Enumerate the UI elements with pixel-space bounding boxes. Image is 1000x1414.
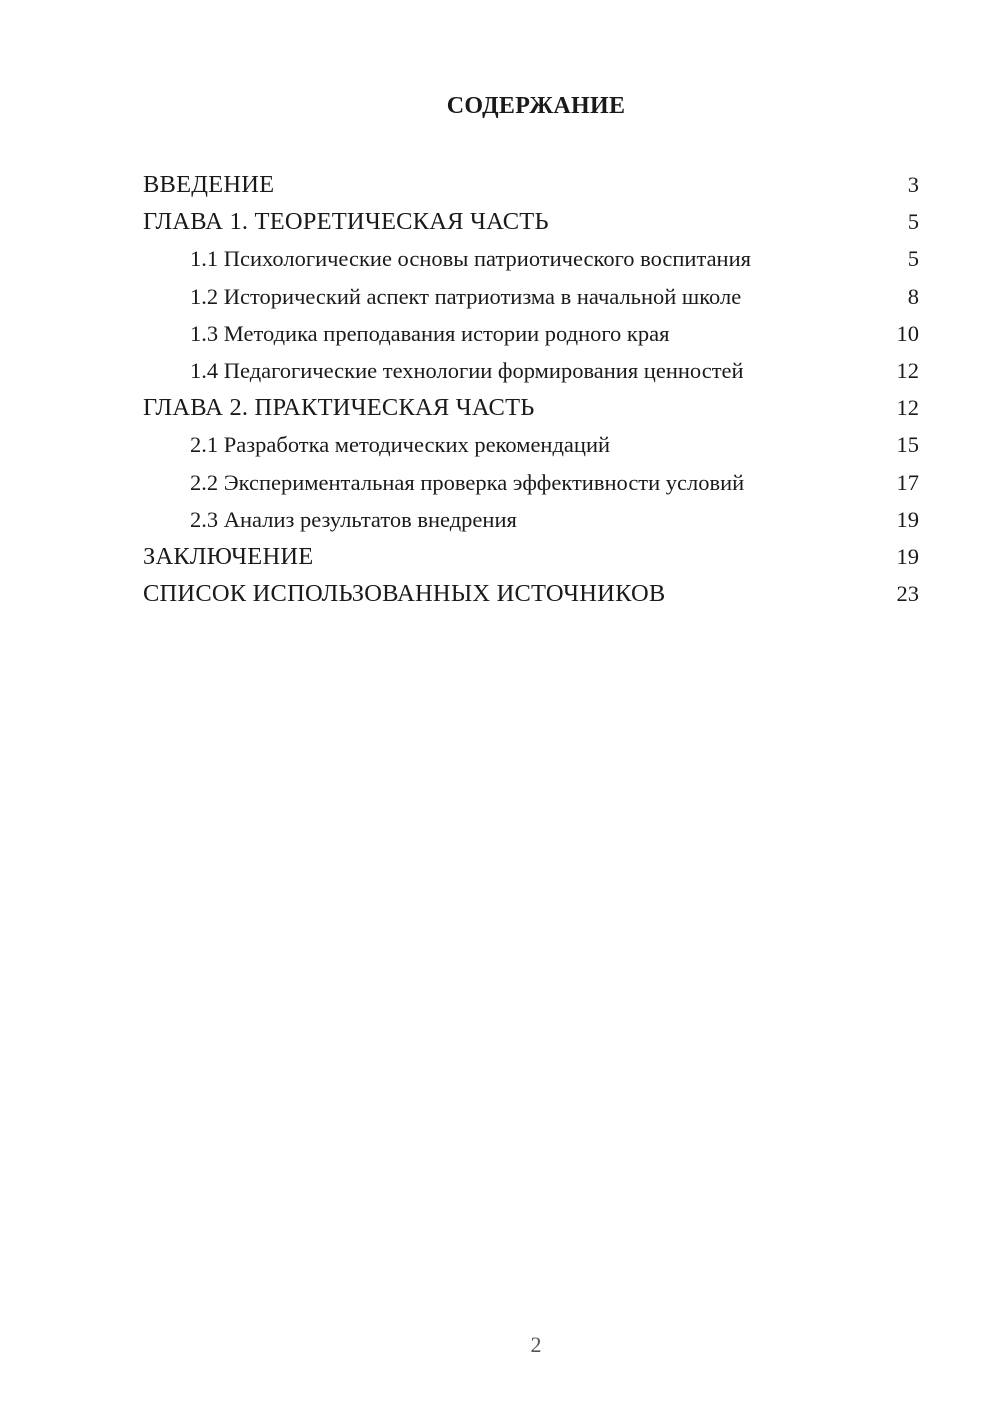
toc-entry-label: ГЛАВА 1. ТЕОРЕТИЧЕСКАЯ ЧАСТЬ [143,208,549,236]
toc-entry-chapter-2[interactable] [143,389,919,426]
toc-entry-label: 2.3 Анализ результатов внедрения [190,506,517,532]
toc-entry-chapter-1[interactable] [143,203,919,240]
toc-entry-label: СПИСОК ИСПОЛЬЗОВАННЫХ ИСТОЧНИКОВ [143,580,666,608]
toc-entry-section-2-3[interactable] [143,501,919,538]
toc-entry-page: 23 [896,581,919,607]
toc-entry-page: 19 [896,506,919,532]
toc-entry-section-1-3[interactable] [143,315,919,352]
toc-entry-label: 1.3 Методика преподавания истории родного края [190,320,670,346]
toc-entry-page: 5 [907,246,919,272]
page-number: 2 [530,1332,542,1357]
toc-entry-label: 1.1 Психологические основы патриотического воспитания [190,246,751,272]
toc-entry-page: 5 [907,209,919,235]
toc-entry-conclusion[interactable] [143,538,919,575]
toc-entry-label: ВВЕДЕНИЕ [143,171,275,198]
toc-entry-section-2-1[interactable] [143,426,919,463]
toc-entry-section-1-4[interactable] [143,352,919,389]
page-title: СОДЕРЖАНИЕ [446,93,626,119]
toc-entry-section-1-2[interactable] [143,278,919,315]
toc-entry-introduction[interactable] [143,166,919,203]
toc-entry-page: 15 [896,432,919,458]
toc-entry-page: 17 [896,469,919,495]
table-of-contents [143,166,919,612]
toc-entry-label: 2.1 Разработка методических рекомендаций [190,432,611,458]
toc-entry-section-1-1[interactable] [143,240,919,277]
toc-entry-label: 1.2 Исторический аспект патриотизма в начальной школе [190,283,742,309]
toc-entry-page: 19 [896,543,919,569]
toc-entry-label: ЗАКЛЮЧЕНИЕ [143,542,314,570]
toc-entry-page: 8 [907,283,919,309]
toc-entry-label: 1.4 Педагогические технологии формирования ценностей [190,357,744,383]
toc-entry-label: ГЛАВА 2. ПРАКТИЧЕСКАЯ ЧАСТЬ [143,394,535,422]
toc-entry-section-2-2[interactable] [143,464,919,501]
toc-entry-label: 2.2 Экспериментальная проверка эффективности условий [190,469,745,495]
toc-entry-references[interactable] [143,575,919,612]
toc-entry-page: 12 [896,395,919,421]
toc-entry-page: 10 [896,320,919,346]
toc-entry-page: 3 [907,172,919,197]
toc-entry-page: 12 [896,357,919,383]
